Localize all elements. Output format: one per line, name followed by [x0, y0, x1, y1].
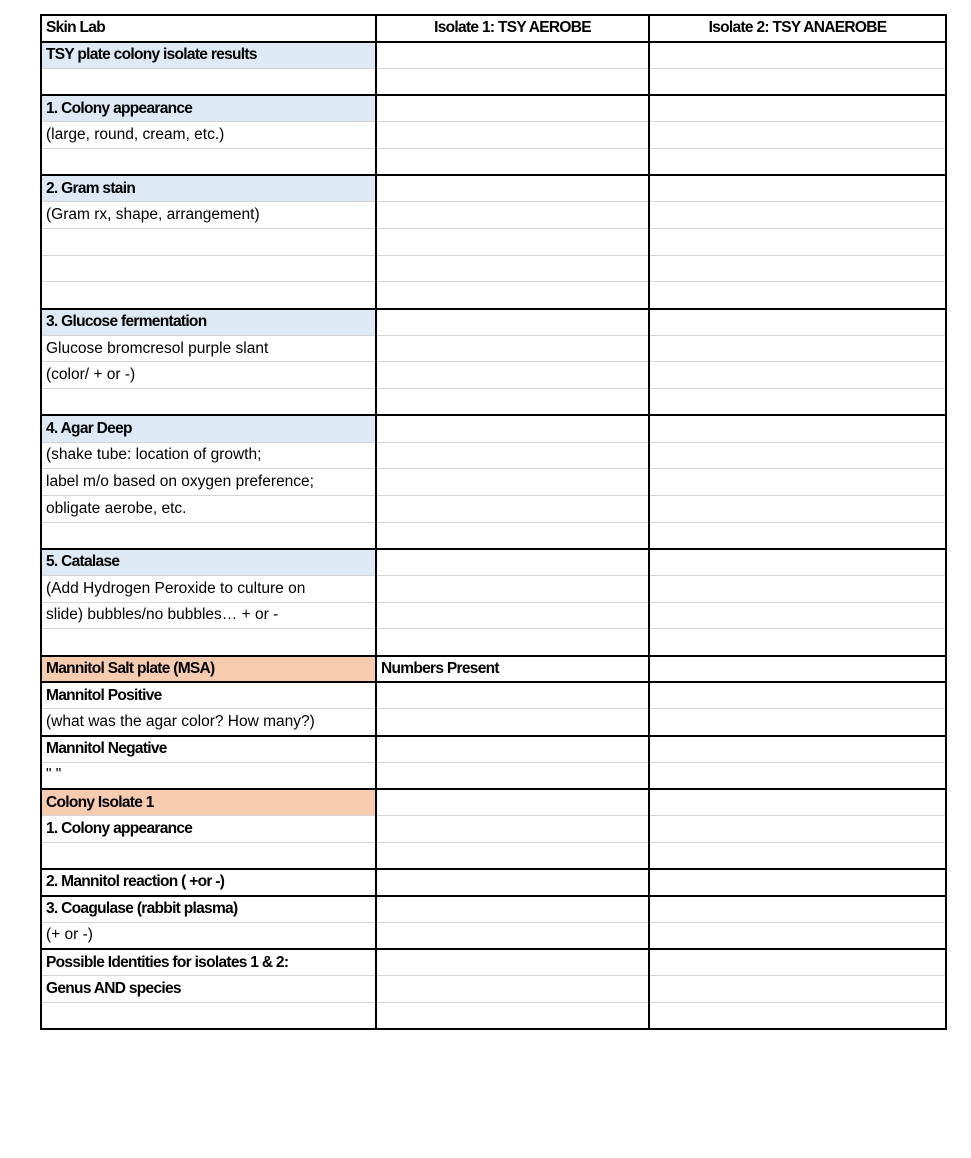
isolate-1-cell[interactable] — [376, 415, 649, 442]
isolate-2-cell[interactable] — [649, 362, 946, 389]
isolate-1-cell[interactable] — [376, 736, 649, 763]
row-label: TSY plate colony isolate results — [41, 42, 376, 69]
row-label: Colony Isolate 1 — [41, 789, 376, 816]
row-label — [41, 255, 376, 282]
isolate-2-cell[interactable] — [649, 335, 946, 362]
table-row — [41, 549, 946, 576]
row-label: Mannitol Salt plate (MSA) — [41, 656, 376, 683]
table-row — [41, 922, 946, 949]
isolate-1-cell[interactable] — [376, 68, 649, 95]
isolate-2-cell[interactable] — [649, 469, 946, 496]
table-row — [41, 148, 946, 175]
table-row — [41, 335, 946, 362]
isolate-2-cell[interactable] — [649, 148, 946, 175]
isolate-1-cell[interactable] — [376, 1002, 649, 1029]
worksheet-body — [41, 15, 946, 1029]
isolate-2-cell[interactable] — [649, 175, 946, 202]
table-row — [41, 389, 946, 416]
isolate-2-cell[interactable] — [649, 1002, 946, 1029]
row-label — [41, 229, 376, 256]
row-label — [41, 629, 376, 656]
row-label: (large, round, cream, etc.) — [41, 122, 376, 149]
table-row — [41, 709, 946, 736]
table-row — [41, 762, 946, 789]
isolate-2-cell[interactable] — [649, 202, 946, 229]
row-label: Genus AND species — [41, 976, 376, 1003]
row-label: 5. Catalase — [41, 549, 376, 576]
row-label: 4. Agar Deep — [41, 415, 376, 442]
isolate-2-cell[interactable] — [649, 68, 946, 95]
isolate-1-cell[interactable] — [376, 816, 649, 843]
isolate-1-cell[interactable] — [376, 442, 649, 469]
column-header-isolate-1: Isolate 1: TSY AEROBE — [376, 15, 649, 42]
header-row — [41, 15, 946, 42]
row-label: Mannitol Negative — [41, 736, 376, 763]
table-row — [41, 469, 946, 496]
table-row — [41, 896, 946, 923]
row-label: (what was the agar color? How many?) — [41, 709, 376, 736]
row-label: 2. Gram stain — [41, 175, 376, 202]
isolate-1-cell[interactable] — [376, 575, 649, 602]
isolate-2-cell[interactable] — [649, 709, 946, 736]
isolate-1-cell[interactable] — [376, 842, 649, 869]
row-label — [41, 522, 376, 549]
table-row — [41, 949, 946, 976]
table-row — [41, 95, 946, 122]
isolate-2-cell[interactable] — [649, 816, 946, 843]
isolate-2-cell[interactable] — [649, 842, 946, 869]
isolate-2-cell[interactable] — [649, 629, 946, 656]
column-header-isolate-2: Isolate 2: TSY ANAEROBE — [649, 15, 946, 42]
isolate-1-cell[interactable] — [376, 389, 649, 416]
isolate-2-cell[interactable] — [649, 42, 946, 69]
isolate-1-cell[interactable] — [376, 949, 649, 976]
table-row — [41, 362, 946, 389]
table-row — [41, 282, 946, 309]
table-row — [41, 842, 946, 869]
isolate-2-cell[interactable] — [649, 682, 946, 709]
table-row — [41, 255, 946, 282]
table-row — [41, 575, 946, 602]
table-row — [41, 309, 946, 336]
isolate-2-cell[interactable] — [649, 976, 946, 1003]
isolate-1-cell[interactable] — [376, 95, 649, 122]
isolate-1-cell[interactable] — [376, 282, 649, 309]
isolate-1-cell[interactable] — [376, 976, 649, 1003]
table-row — [41, 68, 946, 95]
isolate-2-cell[interactable] — [649, 282, 946, 309]
table-row — [41, 415, 946, 442]
table-row — [41, 175, 946, 202]
isolate-2-cell[interactable] — [649, 762, 946, 789]
table-row — [41, 522, 946, 549]
isolate-2-cell[interactable] — [649, 736, 946, 763]
row-label: slide) bubbles/no bubbles… + or - — [41, 602, 376, 629]
isolate-2-cell[interactable] — [649, 789, 946, 816]
isolate-2-cell[interactable] — [649, 922, 946, 949]
table-row — [41, 602, 946, 629]
isolate-1-cell[interactable] — [376, 335, 649, 362]
isolate-2-cell[interactable] — [649, 949, 946, 976]
isolate-2-cell[interactable] — [649, 602, 946, 629]
row-label: (shake tube: location of growth; — [41, 442, 376, 469]
table-row — [41, 682, 946, 709]
row-label — [41, 68, 376, 95]
row-label: Glucose bromcresol purple slant — [41, 335, 376, 362]
table-row — [41, 495, 946, 522]
isolate-1-cell[interactable] — [376, 869, 649, 896]
isolate-1-cell[interactable] — [376, 789, 649, 816]
row-label: 3. Glucose fermentation — [41, 309, 376, 336]
isolate-2-cell[interactable] — [649, 656, 946, 683]
isolate-1-cell[interactable]: Numbers Present — [376, 656, 649, 683]
table-row — [41, 1002, 946, 1029]
isolate-1-cell[interactable] — [376, 202, 649, 229]
isolate-2-cell[interactable] — [649, 442, 946, 469]
table-row — [41, 816, 946, 843]
isolate-2-cell[interactable] — [649, 389, 946, 416]
row-label — [41, 282, 376, 309]
table-row — [41, 122, 946, 149]
table-row — [41, 976, 946, 1003]
isolate-1-cell[interactable] — [376, 42, 649, 69]
isolate-1-cell[interactable] — [376, 495, 649, 522]
isolate-2-cell[interactable] — [649, 255, 946, 282]
sheet-title: Skin Lab — [41, 15, 376, 42]
table-row — [41, 229, 946, 256]
isolate-1-cell[interactable] — [376, 709, 649, 736]
row-label: label m/o based on oxygen preference; — [41, 469, 376, 496]
isolate-1-cell[interactable] — [376, 922, 649, 949]
isolate-1-cell[interactable] — [376, 255, 649, 282]
isolate-1-cell[interactable] — [376, 522, 649, 549]
isolate-2-cell[interactable] — [649, 95, 946, 122]
skin-lab-worksheet — [40, 14, 947, 1030]
row-label: (Add Hydrogen Peroxide to culture on — [41, 575, 376, 602]
isolate-1-cell[interactable] — [376, 175, 649, 202]
row-label — [41, 1002, 376, 1029]
isolate-1-cell[interactable] — [376, 602, 649, 629]
table-row — [41, 629, 946, 656]
row-label: (+ or -) — [41, 922, 376, 949]
row-label — [41, 148, 376, 175]
isolate-1-cell[interactable] — [376, 309, 649, 336]
isolate-2-cell[interactable] — [649, 575, 946, 602]
row-label: (color/ + or -) — [41, 362, 376, 389]
row-label: (Gram rx, shape, arrangement) — [41, 202, 376, 229]
isolate-1-cell[interactable] — [376, 896, 649, 923]
isolate-1-cell[interactable] — [376, 362, 649, 389]
row-label: Possible Identities for isolates 1 & 2: — [41, 949, 376, 976]
isolate-2-cell[interactable] — [649, 522, 946, 549]
row-label: 3. Coagulase (rabbit plasma) — [41, 896, 376, 923]
row-label — [41, 389, 376, 416]
row-label: Mannitol Positive — [41, 682, 376, 709]
table-row — [41, 202, 946, 229]
isolate-1-cell[interactable] — [376, 148, 649, 175]
isolate-1-cell[interactable] — [376, 229, 649, 256]
isolate-2-cell[interactable] — [649, 229, 946, 256]
isolate-2-cell[interactable] — [649, 896, 946, 923]
table-row — [41, 42, 946, 69]
row-label: 2. Mannitol reaction ( +or -) — [41, 869, 376, 896]
table-row — [41, 736, 946, 763]
table-row — [41, 789, 946, 816]
isolate-2-cell[interactable] — [649, 495, 946, 522]
table-row — [41, 869, 946, 896]
row-label: " " — [41, 762, 376, 789]
table-row — [41, 656, 946, 683]
row-label: 1. Colony appearance — [41, 816, 376, 843]
isolate-2-cell[interactable] — [649, 549, 946, 576]
table-row — [41, 442, 946, 469]
row-label: 1. Colony appearance — [41, 95, 376, 122]
isolate-1-cell[interactable] — [376, 549, 649, 576]
isolate-1-cell[interactable] — [376, 122, 649, 149]
isolate-1-cell[interactable] — [376, 469, 649, 496]
isolate-1-cell[interactable] — [376, 762, 649, 789]
isolate-2-cell[interactable] — [649, 309, 946, 336]
isolate-2-cell[interactable] — [649, 415, 946, 442]
row-label — [41, 842, 376, 869]
isolate-2-cell[interactable] — [649, 122, 946, 149]
row-label: obligate aerobe, etc. — [41, 495, 376, 522]
isolate-2-cell[interactable] — [649, 869, 946, 896]
isolate-1-cell[interactable] — [376, 682, 649, 709]
isolate-1-cell[interactable] — [376, 629, 649, 656]
